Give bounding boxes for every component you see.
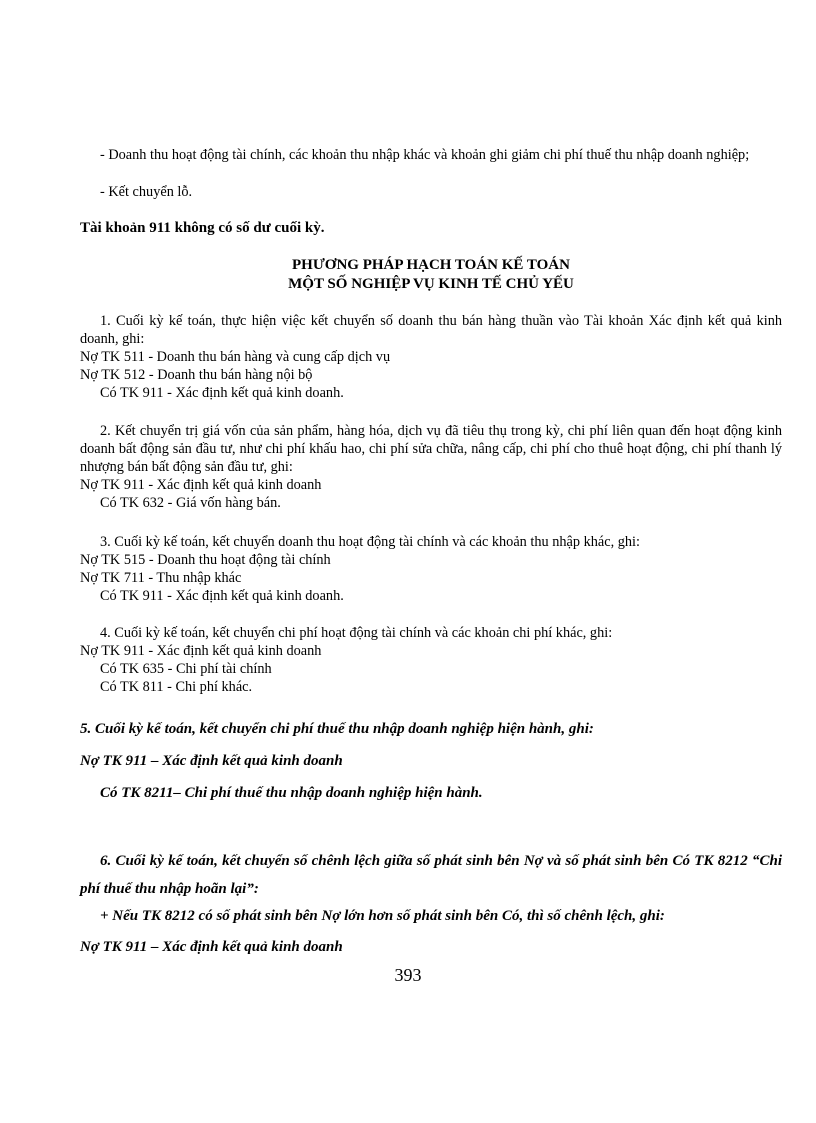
entry-6-condition: + Nếu TK 8212 có số phát sinh bên Nợ lớn hơn số phát sinh bên Có, thì số chênh lệch, ghi: (100, 908, 665, 924)
entry-5-debit: Nợ TK 911 – Xác định kết quả kinh doanh (80, 753, 343, 769)
entry-5-credit: Có TK 8211– Chi phí thuế thu nhập doanh nghiệp hiện hành. (100, 785, 483, 801)
entry-3-debit-2: Nợ TK 711 - Thu nhập khác (80, 570, 242, 586)
entry-4-credit-1: Có TK 635 - Chi phí tài chính (100, 661, 272, 677)
entry-4 (80, 624, 782, 696)
entry-1-debit-2: Nợ TK 512 - Doanh thu bán hàng nội bộ (80, 367, 313, 383)
entry-2-debit: Nợ TK 911 - Xác định kết quả kinh doanh (80, 477, 322, 493)
entry-2 (80, 422, 782, 512)
entry-3 (80, 533, 782, 605)
entry-1 (80, 312, 782, 402)
entry-5-description: 5. Cuối kỳ kế toán, kết chuyển chi phí thuế thu nhập doanh nghiệp hiện hành, ghi: (80, 721, 594, 737)
entry-3-description: 3. Cuối kỳ kế toán, kết chuyển doanh thu hoạt động tài chính và các khoản thu nhập khác, ghi: (100, 534, 640, 550)
entry-6-description: 6. Cuối kỳ kế toán, kết chuyển số chênh lệch giữa số phát sinh bên Nợ và số phát sinh bên Có TK 8212 “Chi phí thuế thu nhập hoãn lại”: (80, 853, 782, 897)
entry-4-description: 4. Cuối kỳ kế toán, kết chuyển chi phí hoạt động tài chính và các khoản chi phí khác, ghi: (100, 625, 613, 641)
entry-2-credit: Có TK 632 - Giá vốn hàng bán. (100, 495, 281, 511)
entry-6-debit: Nợ TK 911 – Xác định kết quả kinh doanh (80, 939, 343, 955)
page-number: 393 (394, 965, 422, 985)
section-heading-line1: PHƯƠNG PHÁP HẠCH TOÁN KẾ TOÁN (292, 257, 570, 273)
entry-1-description: 1. Cuối kỳ kế toán, thực hiện việc kết chuyển số doanh thu bán hàng thuần vào Tài khoản Xác định kết quả kinh doanh, ghi: (80, 313, 782, 347)
entry-4-credit-2: Có TK 811 - Chi phí khác. (100, 679, 253, 695)
entry-3-debit-1: Nợ TK 515 - Doanh thu hoạt động tài chính (80, 552, 331, 568)
section-heading (80, 256, 782, 294)
section-heading-line2: MỘT SỐ NGHIỆP VỤ KINH TẾ CHỦ YẾU (288, 276, 574, 292)
entry-2-description: 2. Kết chuyển trị giá vốn của sản phẩm, hàng hóa, dịch vụ đã tiêu thụ trong kỳ, chi phí liên quan đến hoạt động kinh doanh bất động sản đầu tư, như chi phí khấu hao, chi phí sửa chữa, nâng cấp, chi phí cho thuê hoạt động, chi phí thanh lý nhượng bán bất động sản đầu tư, ghi: (80, 423, 782, 475)
entry-1-debit-1: Nợ TK 511 - Doanh thu bán hàng và cung cấp dịch vụ (80, 349, 391, 365)
entry-3-credit: Có TK 911 - Xác định kết quả kinh doanh. (100, 588, 344, 604)
entry-1-credit: Có TK 911 - Xác định kết quả kinh doanh. (100, 385, 344, 401)
no-closing-balance-note: Tài khoản 911 không có số dư cuối kỳ. (80, 220, 325, 236)
entry-4-debit: Nợ TK 911 - Xác định kết quả kinh doanh (80, 643, 322, 659)
paragraph-financial-income: - Doanh thu hoạt động tài chính, các khoản thu nhập khác và khoản ghi giảm chi phí thuế thu nhập doanh nghiệp; (100, 147, 750, 163)
paragraph-loss-transfer: - Kết chuyển lỗ. (100, 184, 193, 200)
